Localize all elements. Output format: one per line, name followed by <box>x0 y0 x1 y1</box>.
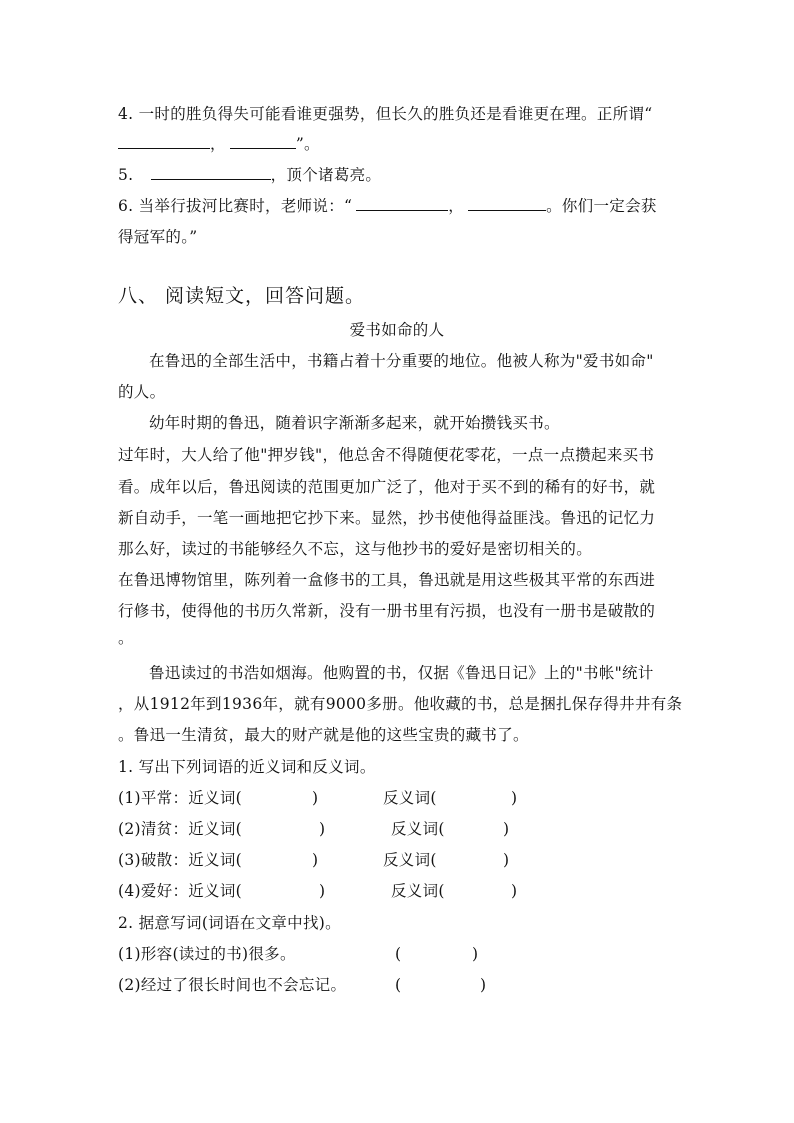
passage-line: 。 <box>118 629 134 647</box>
passage-line: 看。成年以后，鲁迅阅读的范围更加广泛了，他对于买不到的稀有的好书，就 <box>118 478 656 496</box>
comma: ， <box>448 197 465 215</box>
passage-line: 在鲁迅的全部生活中，书籍占着十分重要的地位。他被人称为"爱书如命" <box>149 352 654 370</box>
passage-line: 新自动手，一笔一画地把它抄下来。显然，抄书使他得益匪浅。鲁迅的记忆力 <box>118 509 656 527</box>
antonym-label: 反义词( <box>383 851 437 869</box>
item-label: (4)爱好：近义词( <box>118 882 243 900</box>
passage-title: 爱书如命的人 <box>349 321 445 339</box>
answer-blank[interactable] <box>230 134 296 149</box>
close-paren: ) <box>472 945 479 963</box>
open-paren: ( <box>395 976 402 994</box>
antonym-label: 反义词( <box>383 789 437 807</box>
close-paren: ) <box>511 789 518 807</box>
passage-line: 过年时，大人给了他"押岁钱"，他总舍不得随便花零花，一点一点攒起来买书 <box>118 446 655 464</box>
question-number: 5. <box>118 166 134 184</box>
open-paren: ( <box>395 945 402 963</box>
close-paren: ) <box>503 851 510 869</box>
quote-end: ”。 <box>295 135 320 153</box>
section-heading: 八、 阅读短文，回答问题。 <box>118 285 366 307</box>
passage-line: 鲁迅读过的书浩如烟海。他购置的书，仅据《鲁迅日记》上的"书帐"统计 <box>149 664 654 682</box>
answer-blank[interactable] <box>118 134 210 149</box>
question-5 <box>118 165 381 185</box>
close-paren: ) <box>319 820 326 838</box>
antonym-label: 反义词( <box>391 820 445 838</box>
item-text: (2)经过了很长时间也不会忘记。 <box>118 976 347 994</box>
close-paren: ) <box>503 820 510 838</box>
answer-blank[interactable] <box>468 196 546 211</box>
close-paren: ) <box>312 851 319 869</box>
antonym-label: 反义词( <box>391 882 445 900</box>
item-text: (1)形容(读过的书)很多。 <box>118 945 296 963</box>
passage-line: 行修书，使得他的书历久常新，没有一册书里有污损，也没有一册书是破散的 <box>118 602 656 620</box>
question-2-title: 2. 据意写词(词语在文章中找)。 <box>118 914 341 932</box>
answer-blank[interactable] <box>356 196 448 211</box>
passage-line: 在鲁迅博物馆里，陈列着一盒修书的工具，鲁迅就是用这些极其平常的东西进 <box>118 571 656 589</box>
comma: ， <box>210 135 226 153</box>
question-1-title: 1. 写出下列词语的近义词和反义词。 <box>118 758 376 776</box>
item-label: (3)破散：近义词( <box>118 851 243 869</box>
question-4-line-1: 4. 一时的胜负得失可能看谁更强势，但长久的胜负还是看谁更在理。正所谓“ <box>118 105 653 123</box>
close-paren: ) <box>511 882 518 900</box>
question-6-line-2: 得冠军的。” <box>118 228 198 246</box>
item-label: (2)清贫：近义词( <box>118 820 243 838</box>
item-label: (1)平常：近义词( <box>118 789 243 807</box>
passage-line: 的人。 <box>118 383 166 401</box>
answer-blank[interactable] <box>151 165 271 180</box>
question-text: 。你们一定会获 <box>546 197 657 215</box>
close-paren: ) <box>319 882 326 900</box>
close-paren: ) <box>480 976 487 994</box>
passage-line: ，从1912年到1936年，就有9000多册。他收藏的书，总是捆扎保存得井井有条 <box>118 695 683 713</box>
passage-line: 幼年时期的鲁迅，随着识字渐渐多起来，就开始攒钱买书。 <box>149 414 560 432</box>
question-6-line-1 <box>118 196 657 216</box>
passage-line: 那么好，读过的书能够经久不忘，这与他抄书的爱好是密切相关的。 <box>118 540 593 558</box>
question-text: 6. 当举行拔河比赛时，老师说：“ <box>118 197 353 215</box>
passage-line: 。鲁迅一生清贫，最大的财产就是他的这些宝贵的藏书了。 <box>118 726 529 744</box>
question-4-line-2 <box>118 134 320 154</box>
close-paren: ) <box>312 789 319 807</box>
question-text: ，顶个诸葛亮。 <box>270 166 382 184</box>
